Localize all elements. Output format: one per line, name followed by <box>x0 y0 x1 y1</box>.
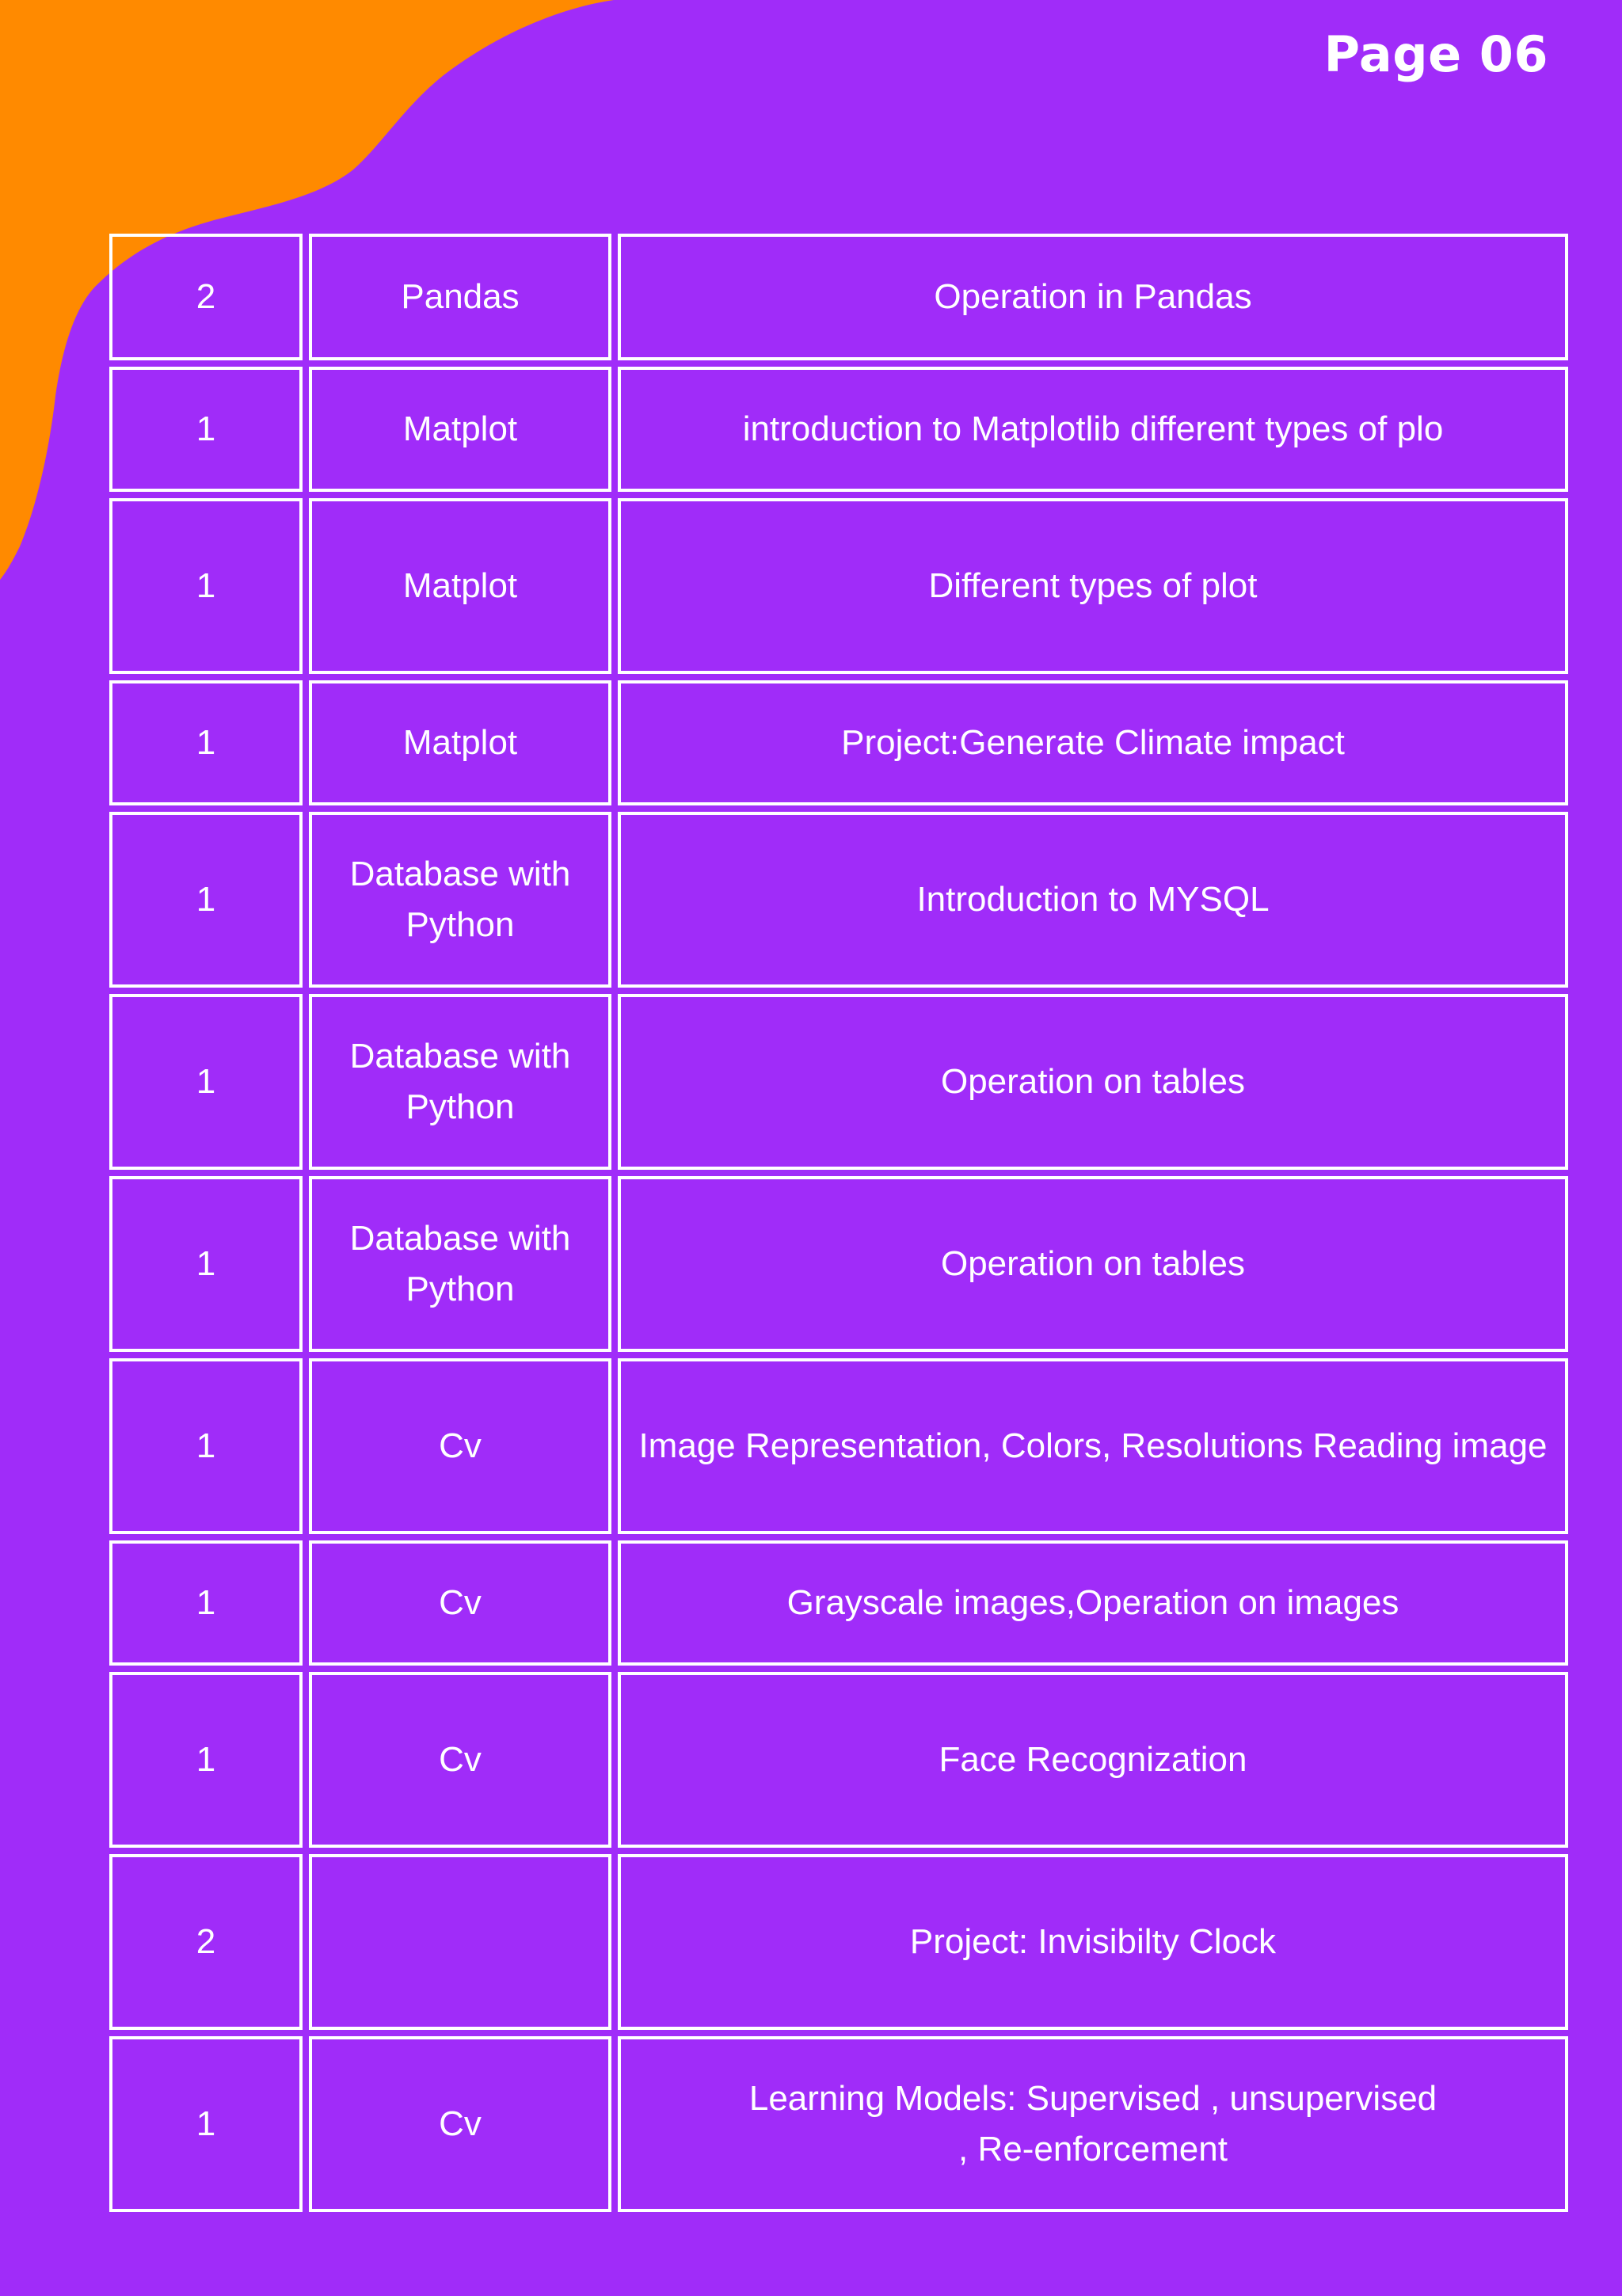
count-cell: 1 <box>109 1176 303 1352</box>
topic-cell: Face Recognization <box>618 1672 1568 1848</box>
subject-cell: Cv <box>309 1672 611 1848</box>
table-row <box>109 1672 1568 1848</box>
subject-cell: Database with Python <box>309 994 611 1170</box>
count-cell: 1 <box>109 994 303 1170</box>
page-number: Page 06 <box>1323 25 1548 83</box>
table-row <box>109 498 1568 674</box>
subject-cell: Matplot <box>309 367 611 492</box>
topic-cell: Image Representation, Colors, Resolutions Reading image <box>618 1358 1568 1534</box>
table-row <box>109 1358 1568 1534</box>
subject-cell <box>309 1854 611 2030</box>
table-row <box>109 1854 1568 2030</box>
subject-cell: Cv <box>309 2036 611 2212</box>
table-row <box>109 812 1568 988</box>
subject-cell: Matplot <box>309 498 611 674</box>
topic-cell: Grayscale images,Operation on images <box>618 1540 1568 1666</box>
topic-cell: Project: Invisibilty Clock <box>618 1854 1568 2030</box>
topic-cell: Learning Models: Supervised , unsupervised , Re-enforcement <box>618 2036 1568 2212</box>
subject-cell: Pandas <box>309 234 611 360</box>
topic-cell: Operation on tables <box>618 994 1568 1170</box>
count-cell: 1 <box>109 1358 303 1534</box>
topic-cell: Operation in Pandas <box>618 234 1568 360</box>
count-cell: 1 <box>109 1540 303 1666</box>
table-row <box>109 680 1568 805</box>
count-cell: 1 <box>109 2036 303 2212</box>
topic-cell: Operation on tables <box>618 1176 1568 1352</box>
table-row <box>109 1540 1568 1666</box>
count-cell: 1 <box>109 680 303 805</box>
subject-cell: Database with Python <box>309 812 611 988</box>
count-cell: 2 <box>109 234 303 360</box>
subject-cell: Cv <box>309 1540 611 1666</box>
topic-cell: introduction to Matplotlib different types of plo <box>618 367 1568 492</box>
count-cell: 1 <box>109 498 303 674</box>
table-row <box>109 234 1568 360</box>
topic-cell: Project:Generate Climate impact <box>618 680 1568 805</box>
table-row <box>109 2036 1568 2212</box>
count-cell: 1 <box>109 812 303 988</box>
topic-cell: Introduction to MYSQL <box>618 812 1568 988</box>
subject-cell: Cv <box>309 1358 611 1534</box>
table-row <box>109 994 1568 1170</box>
course-schedule-table <box>109 234 1568 2218</box>
count-cell: 1 <box>109 1672 303 1848</box>
table-row <box>109 367 1568 492</box>
subject-cell: Database with Python <box>309 1176 611 1352</box>
table-row <box>109 1176 1568 1352</box>
count-cell: 1 <box>109 367 303 492</box>
topic-cell: Different types of plot <box>618 498 1568 674</box>
subject-cell: Matplot <box>309 680 611 805</box>
count-cell: 2 <box>109 1854 303 2030</box>
